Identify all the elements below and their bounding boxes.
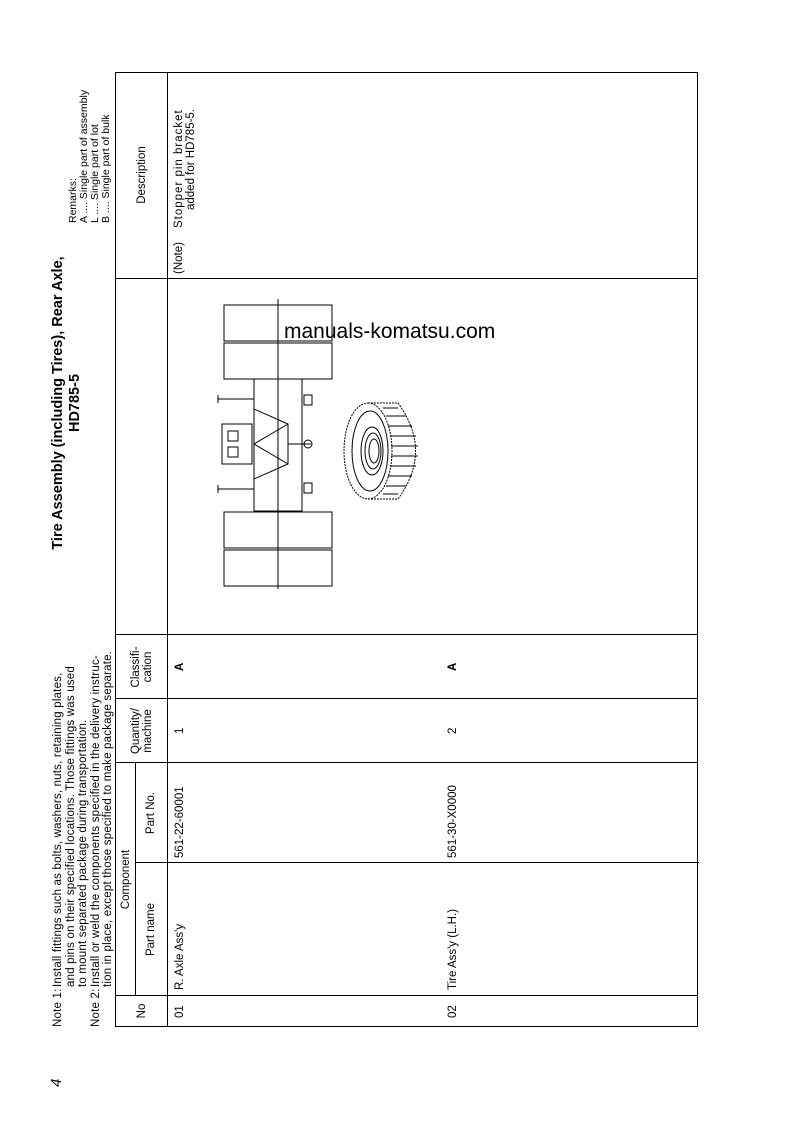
- note-2: [90, 467, 115, 1027]
- row-01-part-no: 561-22-60001: [174, 786, 186, 858]
- row-02-part-name: Tire Ass'y (L.H.): [447, 909, 459, 990]
- row-02-quantity: 2: [447, 727, 459, 734]
- row-01-quantity: 1: [174, 727, 186, 734]
- note-2-line: tion in place, except those specified to make package separate.: [102, 650, 114, 987]
- row-01-part-name: R. Axle Ass'y: [174, 923, 186, 990]
- header-quantity-line1: Quantity/: [129, 707, 142, 755]
- header-part-name: Part name: [145, 902, 157, 957]
- tire-drawing: [338, 396, 433, 506]
- col-divider: [116, 698, 697, 699]
- row-02-part-no: 561-30-X0000: [447, 785, 459, 858]
- remark-item: A .... Single part of assembly: [78, 89, 90, 223]
- remark-item: B .... Single part of bulk: [100, 114, 112, 223]
- watermark: manuals-komatsu.com: [284, 320, 496, 343]
- header-classification-line1: Classifi-: [129, 646, 142, 688]
- col-divider: [116, 634, 697, 635]
- header-description: Description: [135, 146, 148, 204]
- page-number: 4: [48, 1078, 65, 1087]
- note-1-line: and pins on their specified locations. Those fittings was used: [64, 666, 77, 987]
- header-part-no: Part No.: [145, 791, 157, 835]
- header-divider: [167, 73, 168, 1026]
- row-01-classification: A: [174, 662, 186, 671]
- note-1-label: Note 1:: [52, 988, 64, 1027]
- row-02-no: 02: [447, 1005, 459, 1018]
- description-note-line2: added for HD785-5.: [185, 108, 197, 210]
- parts-table: [115, 72, 698, 1027]
- note-2-line: Install or weld the components specified in the delivery instruc-: [89, 655, 102, 987]
- remark-item: L .... Single part of lot: [89, 124, 101, 223]
- row-02-classification: A: [447, 662, 459, 671]
- description-note-label: (Note): [173, 242, 185, 274]
- header-quantity: [116, 699, 167, 763]
- title-line-1: Tire Assembly (including Tires), Rear Axle,: [50, 256, 66, 550]
- col-divider: [135, 862, 699, 863]
- description-note: [173, 108, 197, 274]
- col-divider: [116, 278, 697, 279]
- header-classification-line2: cation: [141, 651, 154, 683]
- header-no: No: [135, 1003, 148, 1019]
- title-line-2: HD785-5: [67, 373, 83, 433]
- note-1-line: Install fittings such as bolts, washers, nuts, retaining plates,: [52, 672, 64, 987]
- remarks-heading: Remarks:: [67, 178, 79, 223]
- col-divider: [116, 995, 697, 996]
- note-2-label: Note 2:: [89, 988, 102, 1027]
- remarks: [68, 90, 112, 223]
- header-classification: [116, 635, 167, 699]
- header-component: Component: [119, 849, 132, 910]
- description-note-line1: Stopper pin bracket: [173, 109, 185, 228]
- col-divider: [116, 762, 697, 763]
- page-title: [50, 203, 84, 603]
- note-1-line: to mount separated package during transportation.: [77, 719, 89, 987]
- header-quantity-line2: machine: [141, 709, 154, 753]
- row-01-no: 01: [174, 1005, 186, 1018]
